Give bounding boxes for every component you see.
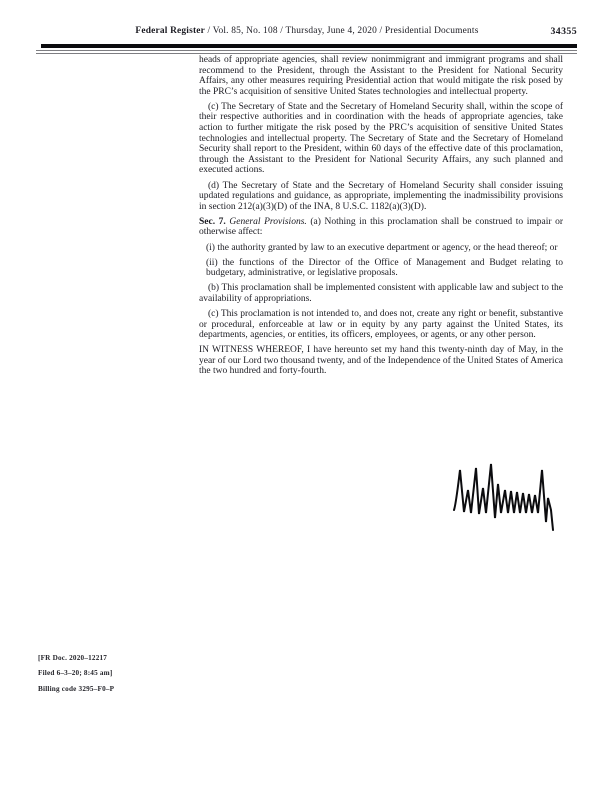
running-head [37, 26, 577, 40]
page-number: 34355 [550, 26, 577, 37]
sec7-number: Sec. 7. [199, 216, 230, 227]
paragraph-sec6-c: (c) The Secretary of State and the Secretary of Homeland Security shall, within the scope of their respective authorities and in coordination with the heads of appropriate agencies, take action to further mitigate the risk posed by the PRC’s acquisition of sensitive United States technologies and intellectual property. The Secretary of State and the Secretary of Homeland Security shall report to the President, within 60 days of the effective date of this proclamation, through the Assistant to the President for National Security Affairs, any such planned and executed actions. [199, 101, 563, 176]
signature-glyph [450, 458, 562, 534]
paragraph-sec7-c: (c) This proclamation is not intended to, and does not, create any right or benefit, substantive or procedural, enforceable at law or in equity by any party against the United States, its departments, agencies, or entities, its officers, employees, or agents, or any other person. [199, 308, 563, 341]
filing-info-block [38, 654, 114, 700]
publication-title: Federal Register [135, 26, 205, 36]
header-rule-thick [41, 44, 577, 48]
proclamation-text-column [199, 55, 563, 382]
paragraph-item-ii: (ii) the functions of the Director of the Office of Management and Budget relating to budgetary, administrative, or legislative proposals. [206, 257, 563, 279]
sec7-title: General Provisions. [229, 216, 311, 227]
fr-doc-number: [FR Doc. 2020–12217 [38, 654, 108, 662]
presidential-signature [450, 458, 562, 534]
issue-info: / Vol. 85, No. 108 / Thursday, June 4, 2020 / Presidential Documents [207, 26, 479, 36]
filed-date: Filed 6–3–20; 8:45 am] [38, 669, 113, 678]
header-rule-double [36, 50, 577, 54]
paragraph-continuation: heads of appropriate agencies, shall review nonimmigrant and immigrant programs and shall recommend to the President, through the Assistant to the President for National Security Affairs, any other measures requiring Presidential action that would mitigate the risk posed by the PRC’s acquisition of sensitive United States technologies and intellectual property. [199, 55, 563, 97]
billing-code: Billing code 3295–F0–P [38, 684, 115, 693]
running-head-text [37, 26, 577, 36]
paragraph-sec7-heading [199, 217, 563, 238]
paragraph-item-i: (i) the authority granted by law to an executive department or agency, or the head thereof; or [206, 242, 558, 253]
paragraph-in-witness: IN WITNESS WHEREOF, I have hereunto set my hand this twenty-ninth day of May, in the year of our Lord two thousand twenty, and of the Independence of the United States of America the two hundred and forty-fourth. [199, 345, 563, 377]
paragraph-sec7-b: (b) This proclamation shall be implemented consistent with applicable law and subject to the availability of appropriations. [199, 283, 563, 304]
sec7-text: (a) Nothing in this proclamation shall be construed to impair or otherwise affect: [199, 216, 563, 238]
paragraph-sec6-d: (d) The Secretary of State and the Secretary of Homeland Security shall consider issuing updated regulations and guidance, as appropriate, implementing the inadmissibility provisions in section 212(a)(3)(D) of the INA, 8 U.S.C. 1182(a)(3)(D). [199, 180, 563, 212]
